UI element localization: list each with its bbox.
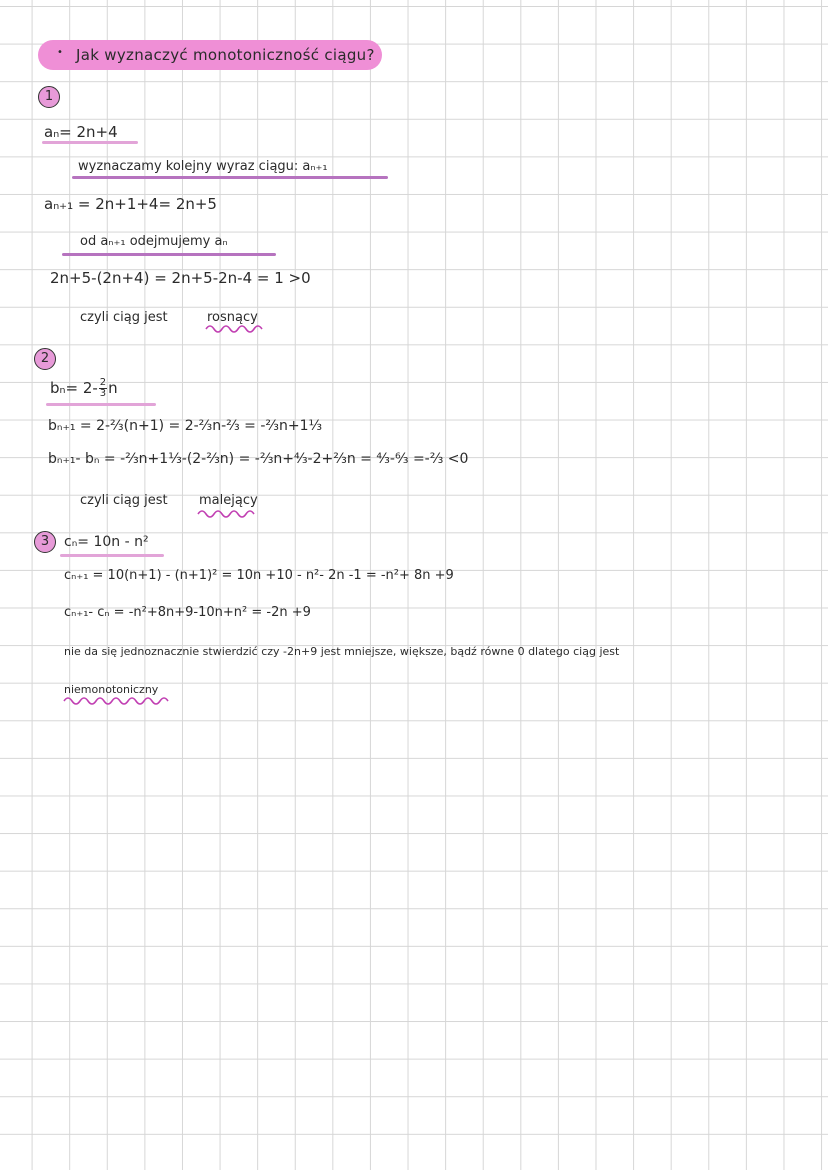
- conclusion-prefix: czyli ciąg jest: [80, 310, 168, 325]
- sequence-b-next-term: bₙ₊₁ = 2-⅔(n+1) = 2-⅔n-⅔ = -⅔n+1⅓: [48, 418, 323, 434]
- formula-prefix: bₙ= 2-: [50, 379, 98, 397]
- wavy-underline: [196, 508, 264, 518]
- step-underline: [62, 253, 276, 256]
- conclusion-increasing: rosnący: [207, 310, 258, 325]
- step-underline: [72, 176, 388, 179]
- section-number-3: 3: [34, 531, 56, 553]
- fraction-numerator: 2: [99, 377, 107, 388]
- fraction: [99, 378, 107, 399]
- wavy-underline: [204, 323, 270, 333]
- conclusion-non-monotonic: niemonotoniczny: [64, 683, 159, 696]
- formula-underline: [60, 554, 164, 557]
- formula-underline: [46, 403, 156, 406]
- bullet-dot: •: [57, 47, 63, 58]
- sequence-a-difference: 2n+5-(2n+4) = 2n+5-2n-4 = 1 >0: [50, 269, 311, 287]
- wavy-underline: [62, 695, 174, 707]
- page-title: Jak wyznaczyć monotoniczność ciągu?: [76, 46, 375, 64]
- sequence-c-difference: cₙ₊₁- cₙ = -n²+8n+9-10n+n² = -2n +9: [64, 605, 311, 620]
- conclusion-text: nie da się jednoznacznie stwierdzić czy -2n+9 jest mniejsze, większe, bądź równe 0 dlatego ciąg jest: [64, 645, 620, 658]
- formula-underline: [42, 141, 138, 144]
- sequence-c-formula: cₙ= 10n - n²: [64, 534, 149, 550]
- sequence-a-next-term: aₙ₊₁ = 2n+1+4= 2n+5: [44, 195, 217, 213]
- sequence-b-formula: [50, 378, 118, 399]
- sequence-b-difference: bₙ₊₁- bₙ = -⅔n+1⅓-(2-⅔n) = -⅔n+⁴⁄₃-2+⅔n = ⁴⁄₃-⁶⁄₃ =-⅔ <0: [48, 451, 469, 467]
- section-number-1: 1: [38, 86, 60, 108]
- conclusion-prefix: czyli ciąg jest: [80, 493, 168, 508]
- fraction-denominator: 3: [99, 388, 107, 399]
- sequence-a-formula: aₙ= 2n+4: [44, 123, 118, 141]
- conclusion-decreasing: malejący: [199, 493, 258, 508]
- sequence-c-next-term: cₙ₊₁ = 10(n+1) - (n+1)² = 10n +10 - n²- 2n -1 = -n²+ 8n +9: [64, 568, 454, 583]
- section-number-2: 2: [34, 348, 56, 370]
- step-subtract-text: od aₙ₊₁ odejmujemy aₙ: [80, 234, 228, 249]
- formula-suffix: n: [108, 379, 118, 397]
- step-next-term-text: wyznaczamy kolejny wyraz ciągu: aₙ₊₁: [78, 159, 328, 174]
